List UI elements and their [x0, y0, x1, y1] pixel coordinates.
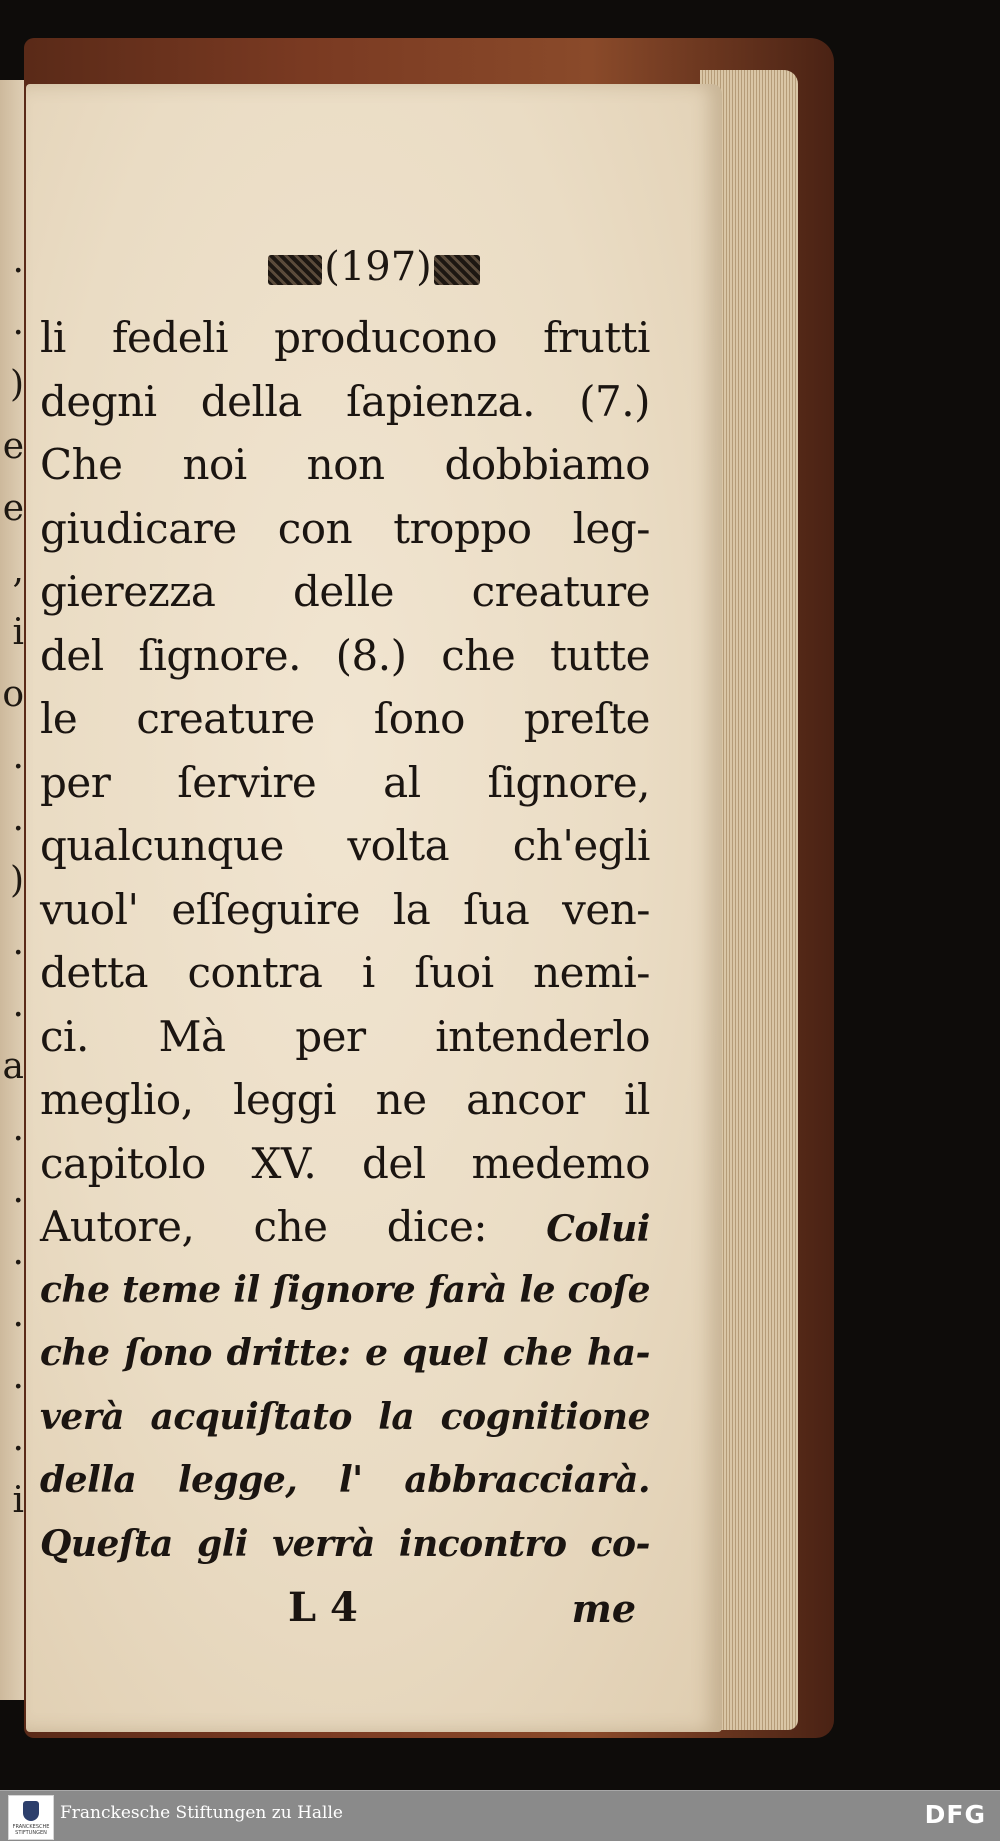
text-line: verà acquiſtato la cognitione — [40, 1395, 650, 1438]
franckesche-logo[interactable] — [8, 1795, 54, 1840]
logo-text: FRANCKESCHE STIFTUNGEN — [12, 1824, 50, 1836]
page-footer — [40, 1584, 650, 1644]
facing-page-edge — [0, 80, 27, 1700]
institution-name: Franckesche Stiftungen zu Halle — [60, 1803, 343, 1823]
facing-page-mark: ) — [9, 860, 24, 901]
viewer-footer-bar — [0, 1790, 1000, 1841]
facing-page-mark: . — [12, 1170, 24, 1211]
text-line: le creature ſono preſte — [40, 694, 650, 743]
text-line: ci. Mà per intenderlo — [40, 1011, 650, 1061]
text-line: detta contra i ſuoi nemi- — [40, 948, 650, 997]
facing-page-mark: . — [12, 736, 24, 777]
text-line: capitolo XV. del medemo — [40, 1138, 650, 1188]
text-line: per ſervire al ſignore, — [40, 757, 650, 807]
page-header — [26, 244, 722, 290]
facing-page-mark: ) — [9, 364, 24, 405]
facing-page-mark: , — [12, 550, 24, 591]
facing-page-mark: . — [12, 1294, 24, 1335]
text-line: Queſta gli verrà incontro co- — [40, 1522, 650, 1565]
facing-page-letters — [2, 230, 24, 1532]
ornament-left-icon — [268, 255, 322, 285]
facing-page-mark: i — [12, 1480, 24, 1521]
facing-page-mark: . — [12, 1232, 24, 1273]
text-line: meglio, leggi ne ancor il — [40, 1075, 650, 1124]
text-line: qualcunque volta ch'egli — [40, 821, 650, 870]
text-line: del ſignore. (8.) che tutte — [40, 630, 650, 680]
text-line — [40, 1195, 650, 1259]
text-line: Che noi non dobbiamo — [40, 440, 650, 489]
catchword: me — [571, 1586, 636, 1631]
facing-page-mark: a — [2, 1046, 24, 1087]
page-text-block — [40, 306, 650, 1576]
ornament-right-icon — [434, 255, 480, 285]
signature-mark: L 4 — [288, 1584, 358, 1631]
text-line: vuol' eſſeguire la ſua ven- — [40, 884, 650, 934]
facing-page-mark: o — [2, 674, 24, 715]
crest-icon — [23, 1801, 39, 1821]
text-line: giudicare con troppo leg- — [40, 503, 650, 553]
text-line: della legge, l' abbracciarà. — [40, 1459, 650, 1501]
facing-page-mark: . — [12, 1356, 24, 1397]
facing-page-mark: . — [12, 240, 24, 281]
facing-page-mark: e — [2, 426, 24, 467]
text-line: che ſono dritte: e quel che ha- — [40, 1332, 650, 1374]
facing-page-mark: . — [12, 984, 24, 1025]
text-line-roman: Autore, che dice: — [40, 1202, 488, 1251]
facing-page-mark: . — [12, 302, 24, 343]
text-line: li fedeli producono frutti — [40, 313, 650, 362]
text-line: gierezza delle creature — [40, 567, 650, 616]
book-page — [26, 84, 722, 1732]
facing-page-mark: i — [12, 612, 24, 653]
facing-page-mark: . — [12, 1108, 24, 1149]
page-number: (197) — [324, 244, 432, 290]
text-line-italic: Colui — [546, 1208, 650, 1250]
text-line: degni della ſapienza. (7.) — [40, 376, 650, 426]
facing-page-mark: . — [12, 1418, 24, 1459]
text-line: che teme il ſignore farà le coſe — [40, 1268, 650, 1311]
facing-page-mark: . — [12, 798, 24, 839]
facing-page-mark: e — [2, 488, 24, 529]
dfg-logo[interactable]: DFG — [924, 1800, 986, 1829]
facing-page-mark: . — [12, 922, 24, 963]
